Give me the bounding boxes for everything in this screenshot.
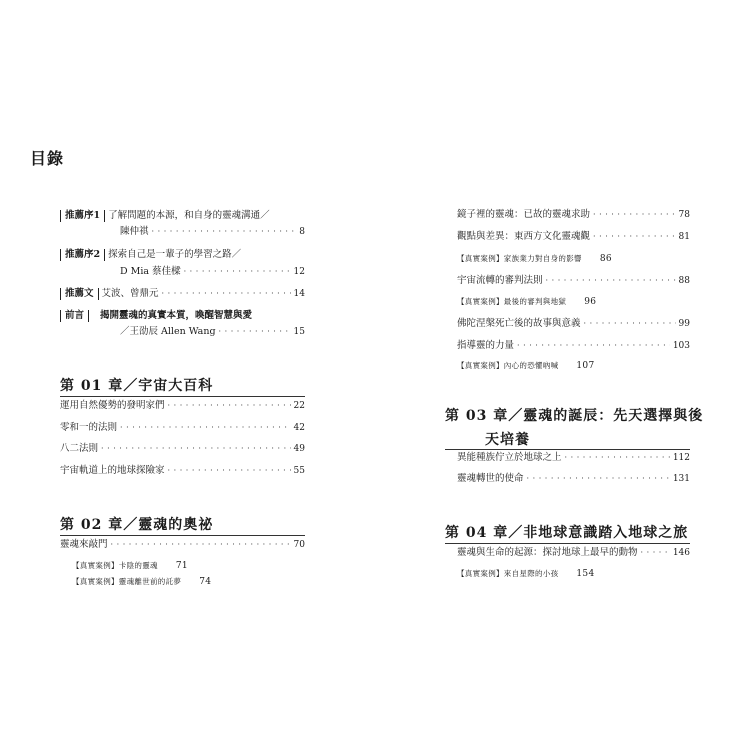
page-number: 74 [199,577,212,587]
dot-leader [101,443,291,455]
page-number: 49 [293,444,305,454]
toc-entry[interactable] [457,209,690,221]
toc-entry[interactable] [457,275,690,287]
preface-author: 陳仲祺 [120,226,149,237]
toc-entry[interactable] [457,231,690,243]
case-title: 【真實案例】靈魂離世前的託夢 [72,577,182,586]
entry-title: 八二法則 [60,443,99,454]
toc-entry-preface-1-author [60,226,305,238]
toc-case-entry[interactable] [457,360,702,372]
toc-entry[interactable] [60,422,305,434]
dot-leader [152,226,297,238]
chapter-03-heading[interactable]: 第 03 章／靈魂的誕辰：先天選擇與後 [445,408,704,424]
toc-entry[interactable] [457,547,690,559]
entry-title: 宇宙軌道上的地球探險家 [60,465,165,476]
toc-entry[interactable] [60,539,305,551]
entry-title: 靈魂與生命的起源：探討地球上最早的動物 [457,547,638,558]
page-number: 12 [293,267,305,277]
dot-leader [527,473,670,485]
dot-leader [517,340,670,352]
toc-case-entry[interactable] [457,568,702,580]
preface-author: D Mia 蔡佳樑 [120,266,181,277]
toc-entry-preface-2[interactable] [60,249,305,261]
dot-leader [111,539,291,551]
dot-leader [184,266,291,278]
page-number: 70 [293,540,305,550]
entry-title: 鏡子裡的靈魂：已故的靈魂求助 [457,209,591,220]
page-number: 55 [293,466,305,476]
preface-tag: 推薦文 [60,288,99,300]
page-number: 103 [672,341,690,351]
chapter-divider [60,396,305,397]
toc-entry-preface-2-author [60,266,305,278]
preface-title: 探索自己是一輩子的學習之路／ [108,249,242,260]
entry-title: 宇宙流轉的審判法則 [457,275,543,286]
preface-author: ／王劭辰 Allen Wang [120,326,216,337]
preface-title: 了解問題的本源，和自身的靈魂溝通／ [108,210,270,221]
dot-leader [593,209,676,221]
page-number: 112 [672,453,690,463]
page-number: 22 [293,401,305,411]
preface-tag: 推薦序2 [60,249,105,261]
dot-leader [641,547,670,559]
dot-leader [565,452,670,464]
page-number: 96 [584,297,597,307]
chapter-02-heading[interactable]: 第 02 章／靈魂的奧祕 [60,517,214,533]
page-number: 15 [293,327,305,337]
dot-leader [219,326,291,338]
preface-title: 艾波、曾鼎元 [101,288,159,299]
toc-entry[interactable] [60,400,305,412]
case-title: 【真實案例】最後的審判與地獄 [457,297,567,306]
page-title: 目錄 [30,149,65,168]
toc-entry-preface-1[interactable] [60,210,305,222]
dot-leader [168,400,291,412]
entry-title: 運用自然優勢的發明家們 [60,400,165,411]
toc-entry[interactable] [457,318,690,330]
toc-case-entry[interactable] [72,560,317,572]
page-number: 81 [678,232,690,242]
entry-title: 靈魂來敲門 [60,539,108,550]
entry-title: 觀點與差異：東西方文化靈魂觀 [457,231,591,242]
dot-leader [120,422,291,434]
page-number: 146 [672,548,690,558]
case-title: 【真實案例】家族業力對自身的影響 [457,254,582,263]
entry-title: 指導靈的力量 [457,340,515,351]
page-number: 78 [678,210,690,220]
chapter-01-heading[interactable]: 第 01 章／宇宙大百科 [60,378,214,394]
dot-leader [162,288,291,300]
chapter-divider [445,449,690,450]
toc-case-entry[interactable] [457,296,702,308]
case-title: 【真實案例】內心的恐懼吶喊 [457,361,559,370]
page-number: 42 [293,423,305,433]
toc-entry-foreword-author [60,326,305,338]
toc-entry[interactable] [457,473,690,485]
toc-entry-recommendation[interactable] [60,288,305,300]
preface-tag: 推薦序1 [60,210,105,222]
page-number: 88 [678,276,690,286]
dot-leader [593,231,676,243]
toc-case-entry[interactable] [457,253,702,265]
toc-case-entry[interactable] [72,576,317,588]
entry-title: 零和一的法則 [60,422,118,433]
chapter-04-heading[interactable]: 第 04 章／非地球意識踏入地球之旅 [445,525,689,541]
page-number: 131 [672,474,690,484]
toc-entry[interactable] [60,443,305,455]
chapter-divider [445,543,690,544]
toc-entry[interactable] [457,340,690,352]
toc-entry[interactable] [457,452,690,464]
page-number: 14 [293,289,305,299]
preface-title: 揭開靈魂的真實本質，喚醒智慧與愛 [100,310,253,321]
entry-title: 佛陀涅槃死亡後的故事與意義 [457,318,581,329]
dot-leader [546,275,676,287]
page-number: 99 [678,319,690,329]
page-number: 107 [576,361,595,371]
preface-tag: 前言 [60,310,89,322]
page-number: 8 [299,227,305,237]
toc-entry[interactable] [60,465,305,477]
page-number: 154 [576,569,595,579]
page-number: 86 [599,254,612,264]
case-title: 【真實案例】來自星際的小孩 [457,569,559,578]
dot-leader [584,318,676,330]
chapter-divider [60,535,305,536]
page-number: 71 [175,561,188,571]
entry-title: 靈魂轉世的使命 [457,473,524,484]
toc-entry-foreword[interactable] [60,310,305,322]
entry-title: 異能種族佇立於地球之上 [457,452,562,463]
dot-leader [168,465,291,477]
case-title: 【真實案例】卡陰的靈魂 [72,561,158,570]
chapter-03-heading-continued: 天培養 [485,432,530,448]
